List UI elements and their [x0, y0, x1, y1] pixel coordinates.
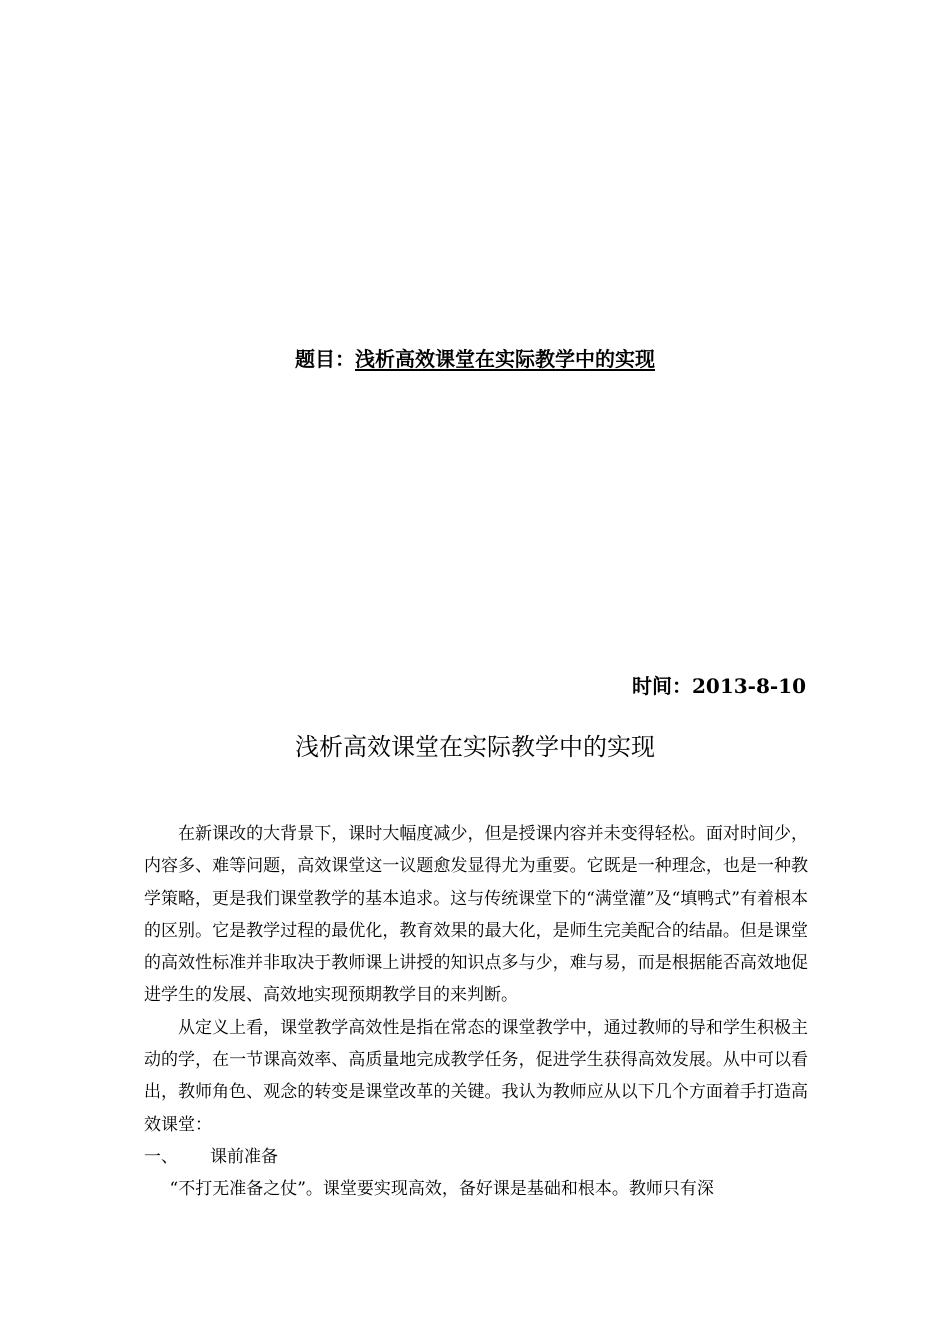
body-paragraph-3: “不打无准备之仗”。课堂要实现高效，备好课是基础和根本。教师只有深 [169, 1179, 714, 1200]
article-heading: 浅析高效课堂在实际教学中的实现 [295, 733, 655, 761]
cover-title-label: 题目： [295, 347, 355, 371]
cover-title [0, 344, 950, 374]
date-label: 时间： [631, 674, 692, 698]
section-title: 课前准备 [210, 1146, 278, 1167]
body-paragraph-1: 在新课改的大背景下，课时大幅度减少，但是授课内容并未变得轻松。面对时间少，内容多、难等问题，高效课堂这一议题愈发显得尤为重要。它既是一种理念，也是一种教学策略，更是我们课堂教学的基本追求。这与传统课堂下的“满堂灌”及“填鸭式”有着根本的区别。它是教学过程的最优化，教育效果的最大化，是师生完美配合的结晶。但是课堂的高效性标准并非取决于教师课上讲授的知识点多与少，难与易，而是根据能否高效地促进学生的发展、高效地实现预期教学目的来判断。 [144, 824, 808, 1006]
cover-date [632, 671, 806, 701]
date-value: 2013-8-10 [691, 674, 806, 698]
section-number: 一、 [144, 1146, 178, 1167]
cover-title-text: 浅析高效课堂在实际教学中的实现 [355, 347, 655, 371]
article-body [144, 818, 808, 1206]
body-paragraph-2: 从定义上看，课堂教学高效性是指在常态的课堂教学中，通过教师的导和学生积极主动的学，在一节课高效率、高质量地完成教学任务，促进学生获得高效发展。从中可以看出，教师角色、观念的转变是课堂改革的关键。我认为教师应从以下几个方面着手打造高效课堂： [144, 1017, 808, 1135]
section-heading-1 [144, 1141, 808, 1173]
